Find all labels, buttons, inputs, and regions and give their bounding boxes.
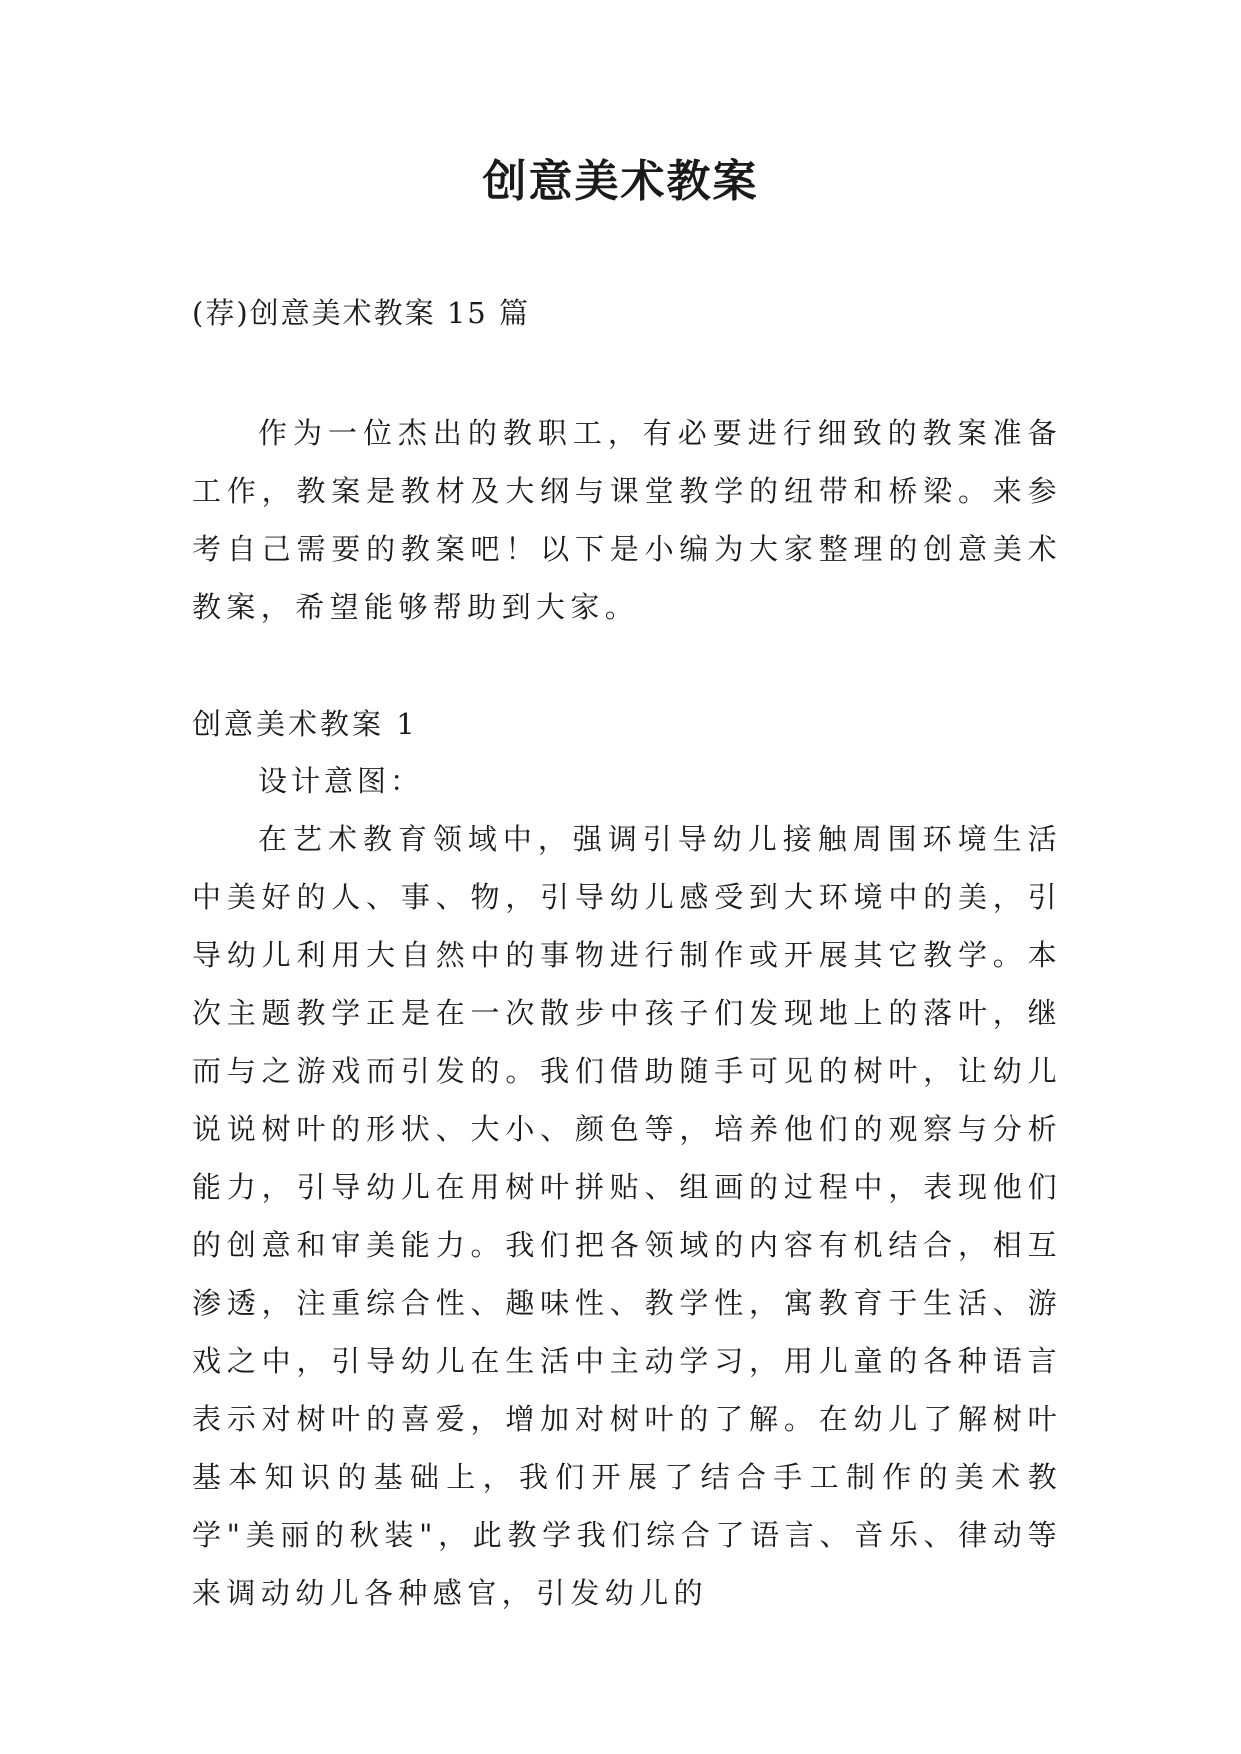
section-label: 设计意图： <box>258 764 424 798</box>
section-body-paragraph: 在艺术教育领域中，强调引导幼儿接触周围环境生活中美好的人、事、物，引导幼儿感受到大环境中的美，引导幼儿利用大自然中的事物进行制作或开展其它教学。本次主题教学正是在一次散步中孩子们发现地上的落叶，继而与之游戏而引发的。我们借助随手可见的树叶，让幼儿说说树叶的形状、大小、颜色等，培养他们的观察与分析能力，引导幼儿在用树叶拼贴、组画的过程中，表现他们的创意和审美能力。我们把各领域的内容有机结合，相互渗透，注重综合性、趣味性、教学性，寓教育于生活、游戏之中，引导幼儿在生活中主动学习，用儿童的各种语言表示对树叶的喜爱，增加对树叶的了解。在幼儿了解树叶基本知识的基础上，我们开展了结合手工制作的美术教学"美丽的秋装"，此教学我们综合了语言、音乐、律动等来调动幼儿各种感官，引发幼儿的 <box>192 822 1062 1610</box>
intro-paragraph: 作为一位杰出的教职工，有必要进行细致的教案准备工作，教案是教材及大纲与课堂教学的纽带和桥梁。来参考自己需要的教案吧！以下是小编为大家整理的创意美术教案，希望能够帮助到大家。 <box>192 416 1062 624</box>
section-heading: 创意美术教案 1 <box>192 707 418 741</box>
document-subtitle: (荐)创意美术教案 15 篇 <box>192 296 530 330</box>
document-title: 创意美术教案 <box>482 156 759 207</box>
